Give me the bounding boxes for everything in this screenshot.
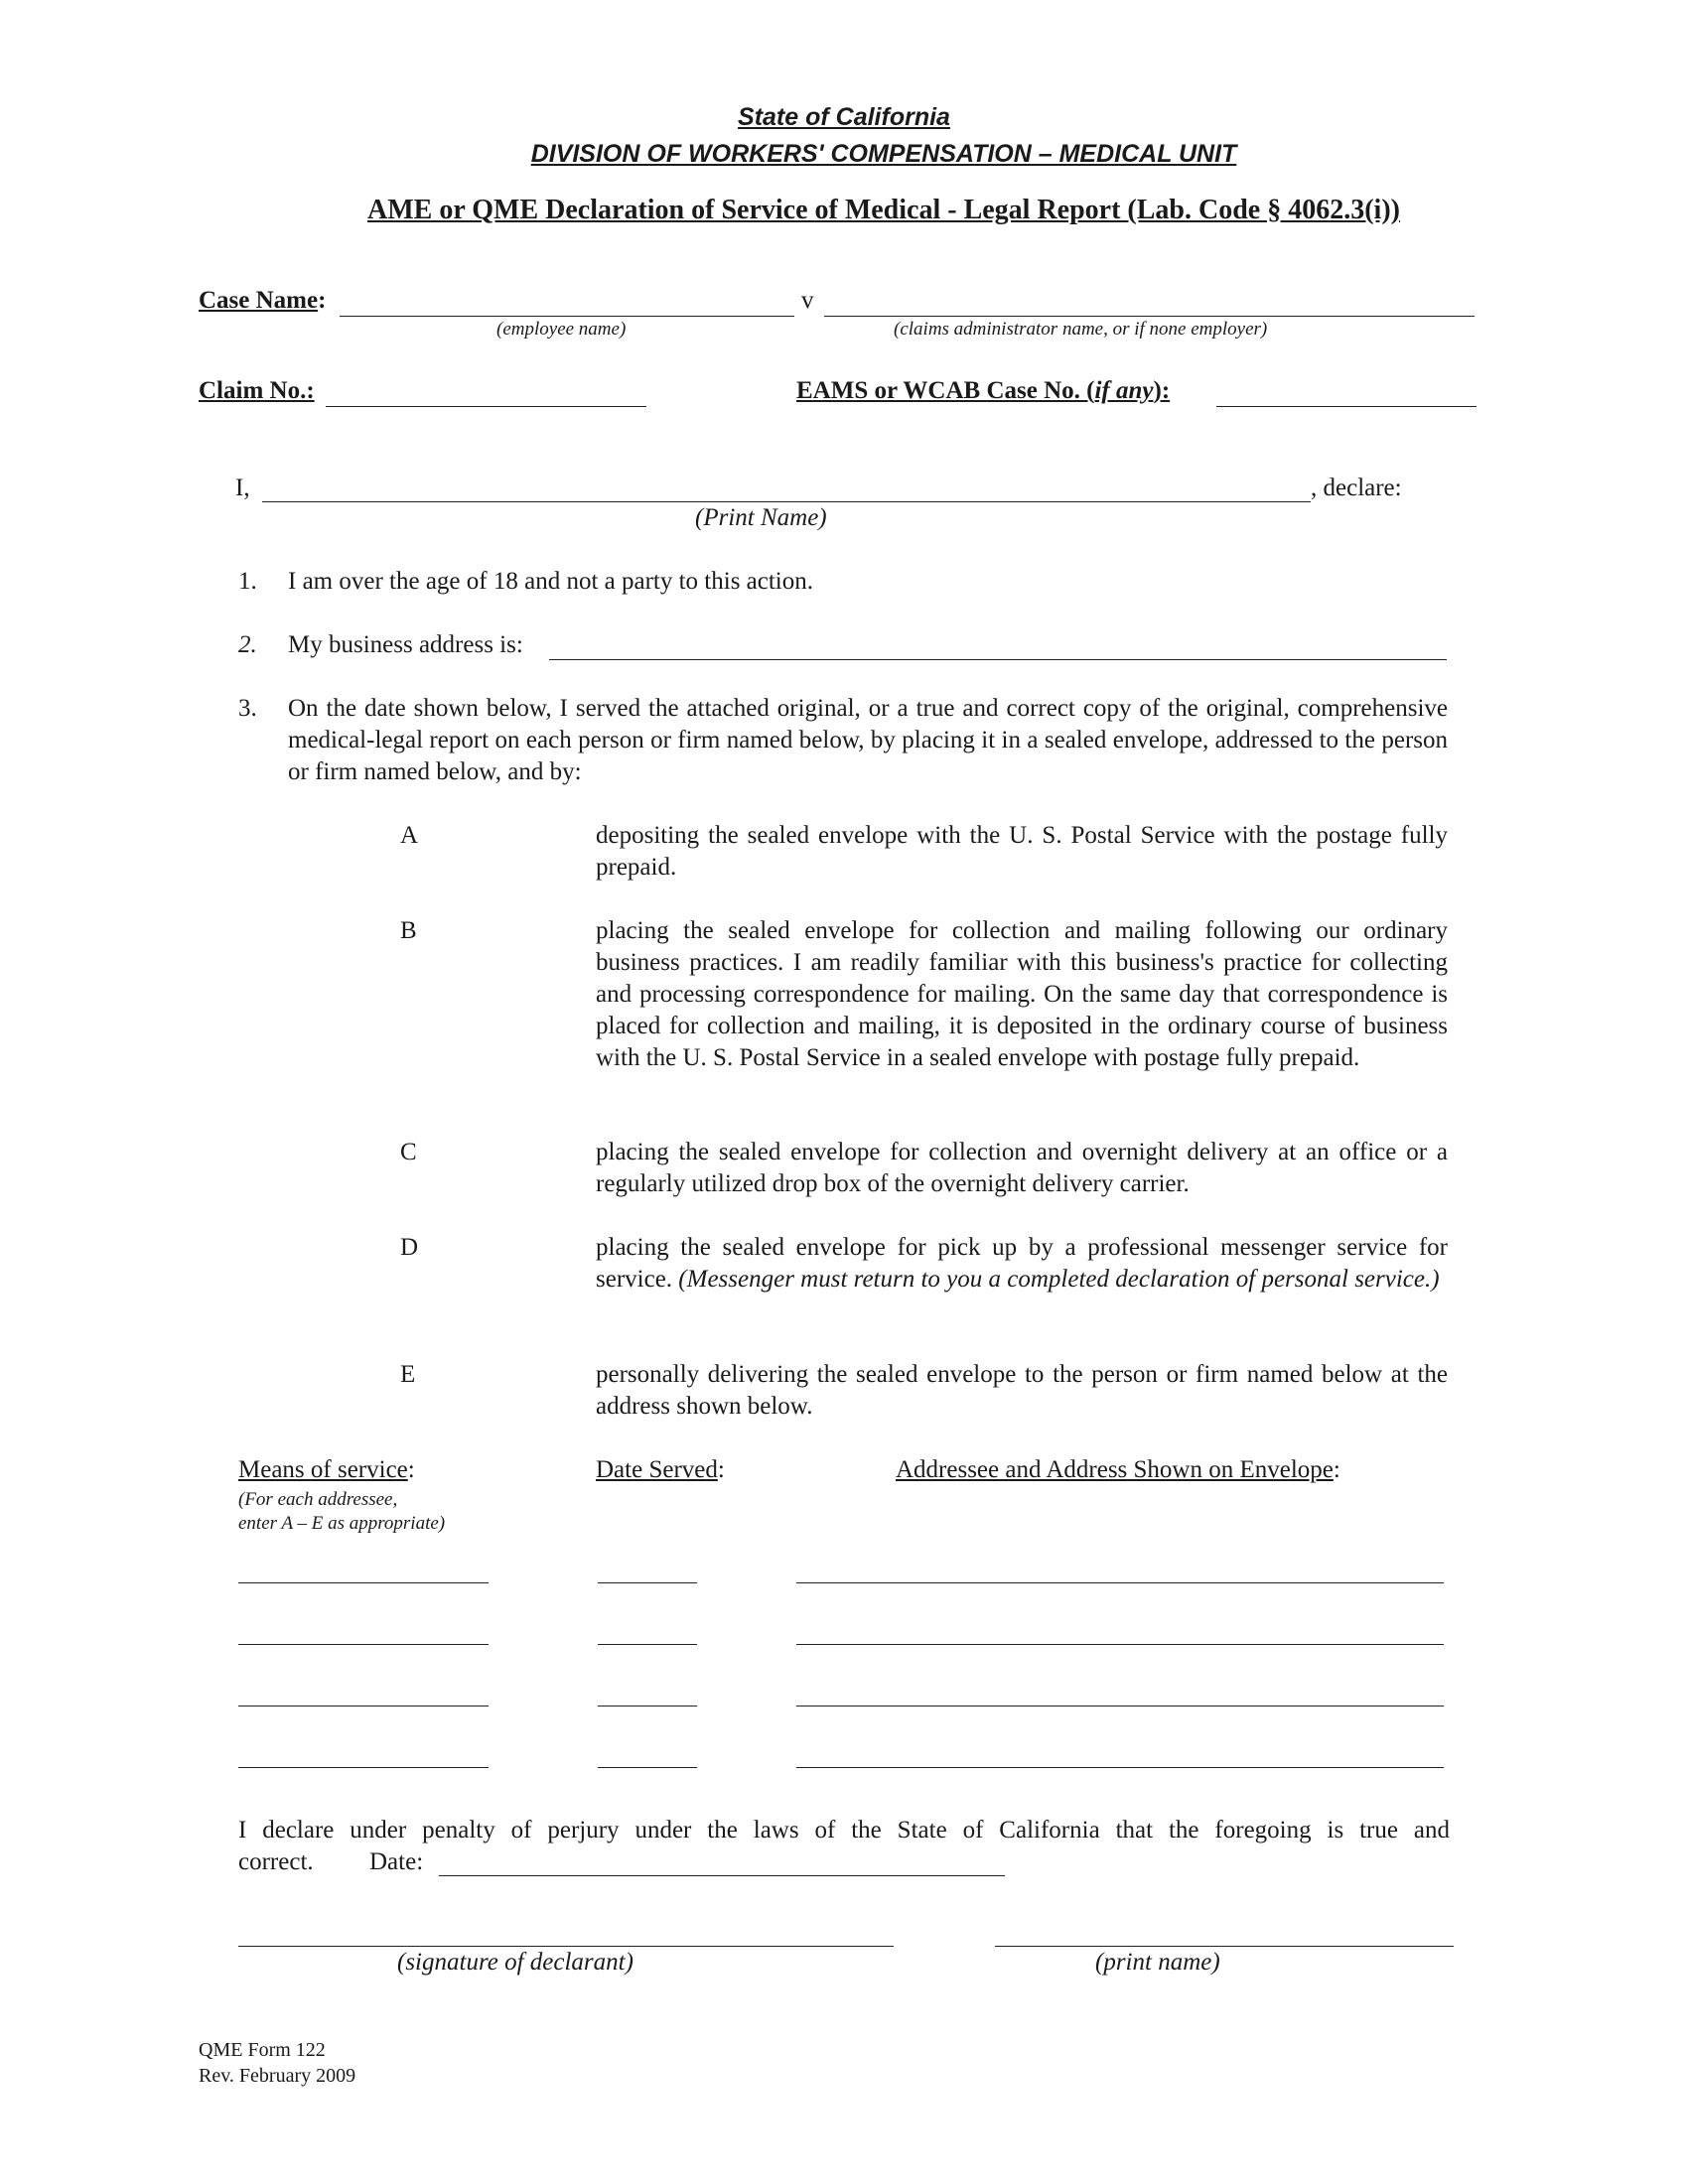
- versus-text: v: [801, 287, 814, 314]
- method-a-text: depositing the sealed envelope with the U. S. Postal Service with the postage fully prepaid.: [596, 822, 1448, 881]
- means-note-2: enter A – E as appropriate): [238, 1513, 446, 1534]
- means-note-1: (For each addressee,: [238, 1489, 398, 1510]
- claims-administrator-field[interactable]: [824, 316, 1475, 317]
- method-e-letter: E: [400, 1361, 416, 1388]
- form-revision: Rev. February 2009: [199, 2065, 356, 2087]
- claim-no-field[interactable]: [326, 406, 646, 407]
- method-b-text: placing the sealed envelope for collection and mailing following our ordinary business practices. I am readily familiar with this business's practice for collecting and processing correspondence for mailing. On the same day that correspondence is placed for collection and mailing, it is deposited in the ordinary course of business with the U. S. Postal Service in a sealed envelope with postage fully prepaid.: [596, 917, 1448, 1071]
- means-header-colon: :: [407, 1456, 415, 1483]
- perjury-continuation: correct.: [238, 1848, 314, 1875]
- date-served-header: [596, 1454, 725, 1486]
- means-field-1[interactable]: [238, 1582, 489, 1583]
- eams-case-no-field[interactable]: [1216, 406, 1477, 407]
- division-heading: DIVISION OF WORKERS' COMPENSATION – MEDICAL UNIT: [530, 140, 1237, 168]
- method-d-text: [596, 1232, 1448, 1296]
- item-1-text: I am over the age of 18 and not a party to this action.: [288, 568, 814, 595]
- print-name-caption-bottom: (print name): [1095, 1949, 1220, 1976]
- case-name-label-wrap: [199, 285, 326, 317]
- item-1-number: 1.: [238, 568, 257, 595]
- employee-name-field[interactable]: [340, 316, 794, 317]
- addressee-header-text: Addressee and Address Shown on Envelope: [896, 1456, 1334, 1483]
- eams-label-text: EAMS or WCAB Case No. (: [796, 377, 1095, 404]
- state-heading: State of California: [738, 103, 950, 131]
- date-field-4[interactable]: [598, 1767, 697, 1768]
- means-header: [238, 1454, 415, 1486]
- declarant-suffix: , declare:: [1311, 475, 1402, 501]
- signature-field[interactable]: [238, 1946, 894, 1947]
- means-field-2[interactable]: [238, 1644, 489, 1645]
- form-title: AME or QME Declaration of Service of Medical - Legal Report (Lab. Code § 4062.3(i)): [367, 195, 1400, 225]
- declarant-prefix: I,: [235, 475, 250, 501]
- eams-label: [796, 375, 1170, 407]
- address-field-2[interactable]: [796, 1644, 1444, 1645]
- print-name-field[interactable]: [995, 1946, 1454, 1947]
- form-number: QME Form 122: [199, 2039, 326, 2061]
- method-b-letter: B: [400, 917, 417, 944]
- date-field-1[interactable]: [598, 1582, 697, 1583]
- date-served-header-colon: :: [717, 1456, 725, 1483]
- method-d-note: (Messenger must return to you a completed declaration of personal service.): [678, 1266, 1440, 1293]
- date-field-2[interactable]: [598, 1644, 697, 1645]
- means-field-4[interactable]: [238, 1767, 489, 1768]
- method-e-text: personally delivering the sealed envelope to the person or firm named below at the address shown below.: [596, 1361, 1448, 1420]
- means-header-text: Means of service: [238, 1456, 408, 1483]
- eams-if-any: if any: [1094, 377, 1154, 404]
- item-2-text: My business address is:: [288, 631, 523, 658]
- addressee-header-colon: :: [1333, 1456, 1340, 1483]
- address-field-1[interactable]: [796, 1582, 1444, 1583]
- item-3-text: On the date shown below, I served the attached original, or a true and correct copy of the original, comprehensive medical-legal report on each person or firm named below, by placing it in a sealed envelope, addressed to the person or firm named below, and by:: [288, 695, 1448, 785]
- case-name-label: Case Name: [199, 287, 319, 314]
- case-name-colon: :: [318, 287, 327, 314]
- method-d-letter: D: [400, 1234, 419, 1261]
- item-2-number: 2.: [238, 631, 257, 658]
- date-served-header-text: Date Served: [596, 1456, 718, 1483]
- signature-caption: (signature of declarant): [397, 1949, 633, 1976]
- eams-close: ):: [1153, 377, 1171, 404]
- method-c-text: placing the sealed envelope for collection and overnight delivery at an office or a regularly utilized drop box of the overnight delivery carrier.: [596, 1139, 1448, 1197]
- perjury-date-label: Date:: [369, 1848, 424, 1875]
- business-address-field[interactable]: [549, 659, 1447, 660]
- item-3-number: 3.: [238, 695, 257, 722]
- method-c-letter: C: [400, 1139, 417, 1165]
- claim-no-label: Claim No.:: [199, 377, 315, 404]
- perjury-date-field[interactable]: [439, 1875, 1005, 1876]
- address-field-4[interactable]: [796, 1767, 1444, 1768]
- perjury-statement: I declare under penalty of perjury under the laws of the State of California that the foregoing is true and: [238, 1817, 1450, 1843]
- declarant-name-field[interactable]: [262, 501, 1311, 502]
- employee-caption: (employee name): [496, 319, 627, 340]
- print-name-caption: (Print Name): [695, 504, 827, 531]
- claims-caption: (claims administrator name, or if none employer): [894, 319, 1268, 340]
- method-d-main: placing the sealed envelope for pick up by a professional messenger service for service.: [596, 1234, 1448, 1293]
- addressee-header: [896, 1454, 1340, 1486]
- method-a-letter: A: [400, 822, 419, 849]
